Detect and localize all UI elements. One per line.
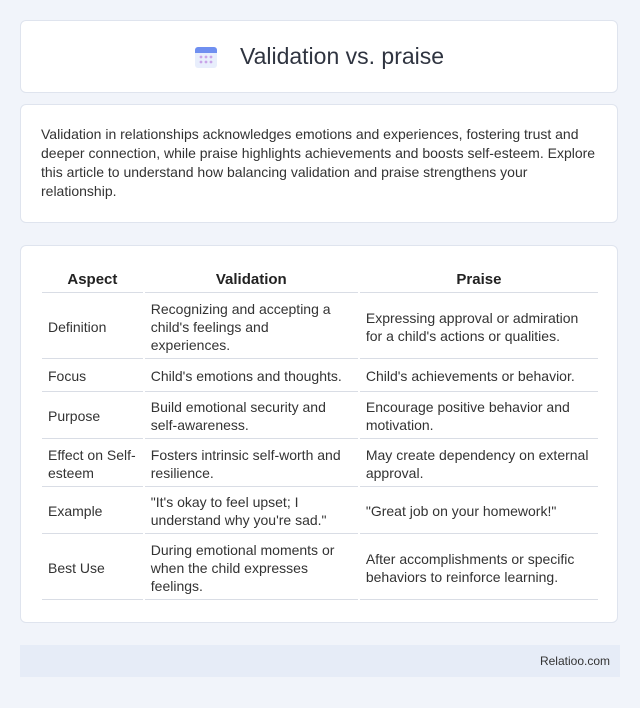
validation-cell: During emotional moments or when the child expresses feelings.	[145, 536, 358, 600]
table-row	[42, 441, 598, 487]
table-row	[42, 361, 598, 392]
praise-cell: After accomplishments or specific behaviors to reinforce learning.	[360, 536, 598, 600]
praise-cell: Expressing approval or admiration for a child's actions or qualities.	[360, 295, 598, 359]
column-header-aspect: Aspect	[42, 266, 143, 293]
praise-cell: Encourage positive behavior and motivation.	[360, 394, 598, 439]
validation-cell: Build emotional security and self-awareness.	[145, 394, 358, 439]
footer-brand[interactable]: Relatioo.com	[539, 654, 610, 668]
intro-text: Validation in relationships acknowledges emotions and experiences, fostering trust and deeper connection, while praise highlights achievements and boosts self-esteem. Explore this article to understand how balancing validation and praise strengthens your relationship.	[41, 126, 596, 199]
aspect-cell: Best Use	[42, 536, 143, 600]
comparison-table-card	[20, 245, 618, 623]
calendar-icon	[194, 45, 218, 69]
column-header-validation: Validation	[145, 266, 358, 293]
praise-cell: Child's achievements or behavior.	[360, 361, 598, 392]
title-card	[20, 20, 618, 93]
column-header-praise: Praise	[360, 266, 598, 293]
footer	[20, 645, 620, 677]
table-row	[42, 489, 598, 534]
validation-cell: Fosters intrinsic self-worth and resilience.	[145, 441, 358, 487]
praise-cell: "Great job on your homework!"	[360, 489, 598, 534]
aspect-cell: Example	[42, 489, 143, 534]
table-header-row	[42, 266, 598, 293]
comparison-table	[40, 264, 600, 602]
intro-card	[20, 104, 618, 223]
table-row	[42, 394, 598, 439]
validation-cell: Recognizing and accepting a child's feelings and experiences.	[145, 295, 358, 359]
aspect-cell: Purpose	[42, 394, 143, 439]
page-title: Validation vs. praise	[239, 43, 445, 69]
validation-cell: "It's okay to feel upset; I understand why you're sad."	[145, 489, 358, 534]
table-row	[42, 295, 598, 359]
validation-cell: Child's emotions and thoughts.	[145, 361, 358, 392]
aspect-cell: Effect on Self-esteem	[42, 441, 143, 487]
aspect-cell: Definition	[42, 295, 143, 359]
praise-cell: May create dependency on external approval.	[360, 441, 598, 487]
aspect-cell: Focus	[42, 361, 143, 392]
table-row	[42, 536, 598, 600]
